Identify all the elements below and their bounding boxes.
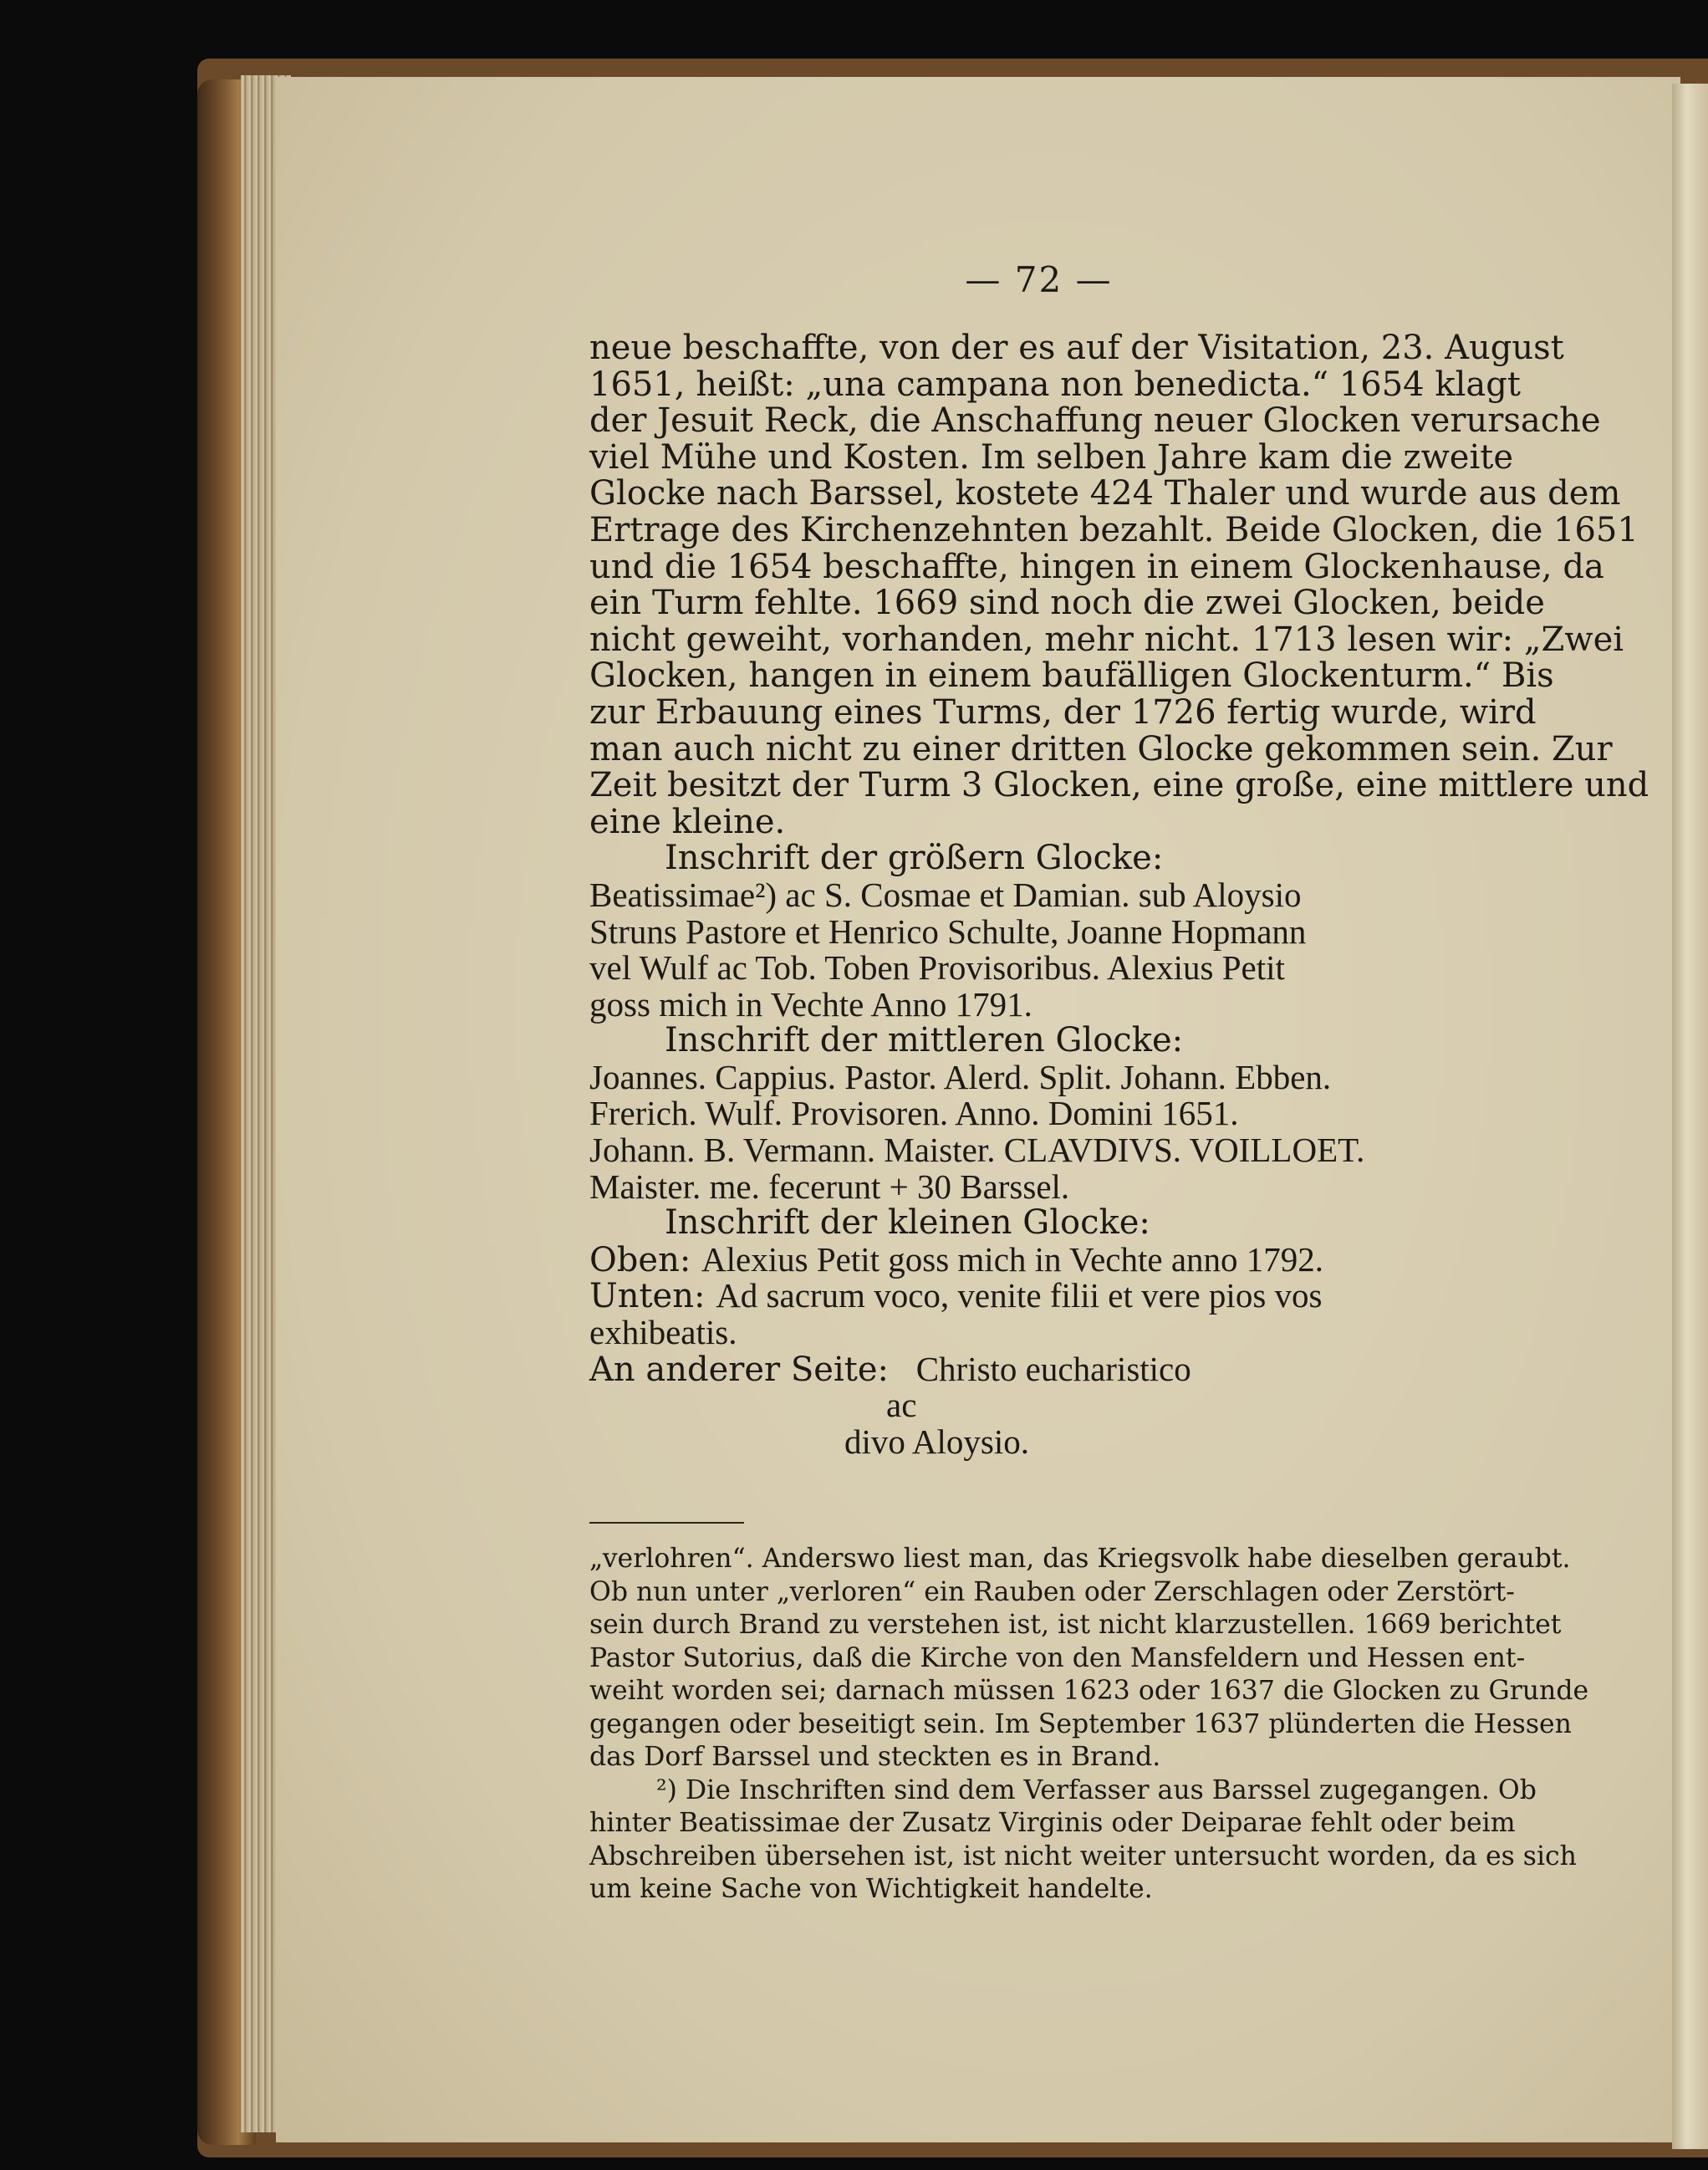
footnote-line: ²) Die Inschriften sind dem Verfasser aus Barssel zugegangen. Ob [656,1774,1537,1805]
body-line: der Jesuit Reck, die Anschaffung neuer Glocken verursache [589,401,1601,441]
footnote-line: um keine Sache von Wichtigkeit handelte. [589,1874,1153,1904]
footnote-line: Ob nun unter „verloren“ ein Rauben oder Zerschlagen oder Zerstört- [589,1576,1515,1607]
footnote-line: hinter Beatissimae der Zusatz Virginis oder Deiparae fehlt oder beim [589,1808,1516,1838]
inscription-line: goss mich in Vechte Anno 1791. [589,984,1032,1024]
footnote-line: Pastor Sutorius, daß die Kirche von den Mansfeldern und Hessen ent- [589,1642,1526,1673]
footnote-line: gegangen oder beseitigt sein. Im September 1637 plünderten die Hessen [589,1708,1572,1739]
body-line: man auch nicht zu einer dritten Glocke gekommen sein. Zur [589,729,1613,768]
footnote-line: „verlohren“. Anderswo liest man, das Kriegsvolk habe dieselben geraubt. [589,1544,1571,1574]
inscription-heading-large: Inschrift der größern Glocke: [665,839,1164,878]
inscription-bottom-label: Unten: [589,1277,706,1316]
inscription-top-label: Oben: [589,1240,691,1279]
inscription-other-side [589,1351,1488,1388]
body-line: und die 1654 beschaffte, hingen in einem Glockenhause, da [589,547,1604,586]
body-line: zur Erbauung eines Turms, der 1726 fertig wurde, wird [589,692,1537,732]
inscription-line: Beatissimae²) ac S. Cosmae et Damian. sub Aloysio [589,875,1302,914]
inscription-top [589,1239,1488,1279]
inscription-line: Frerich. Wulf. Provisoren. Anno. Domini 1651. [589,1094,1239,1133]
body-line: nicht geweiht, vorhanden, mehr nicht. 1713 lesen wir: „Zwei [589,620,1624,659]
other-side-text: divo Aloysio. [844,1422,1029,1461]
body-text [589,329,1649,1461]
body-line: ein Turm fehlte. 1669 sind noch die zwei Glocken, beide [589,584,1545,623]
footnote-line: sein durch Brand zu verstehen ist, ist nicht klarzustellen. 1669 berichtet [589,1610,1562,1640]
body-line: Glocke nach Barssel, kostete 424 Thaler und wurde aus dem [589,474,1621,513]
inscription-heading-small: Inschrift der kleinen Glocke: [665,1203,1150,1243]
footnotes [589,1543,1589,1907]
inscription-bottom [589,1278,1488,1315]
inscription-bottom-text: Ad sacrum voco, venite filii et vere pios vos [716,1276,1323,1315]
inscription-bottom-cont: exhibeatis. [589,1313,737,1352]
inscription-line: Struns Pastore et Henrico Schulte, Joanne Hopmann [589,911,1307,951]
other-side-text: Christo eucharistico [915,1349,1191,1388]
body-line: eine kleine. [589,802,786,841]
page-number: — 72 — [965,259,1113,300]
footnote-rule [589,1522,744,1524]
footnote-line: weiht worden sei; darnach müssen 1623 oder 1637 die Glocken zu Grunde [589,1676,1589,1706]
footnote-line: das Dorf Barssel und steckten es in Brand. [589,1742,1161,1772]
footnote-line: Abschreiben übersehen ist, ist nicht weiter untersucht worden, da es sich [589,1841,1577,1871]
body-line: Zeit besitzt der Turm 3 Glocken, eine große, eine mittlere und [589,766,1649,805]
body-line: 1651, heißt: „una campana non benedicta.“ 1654 klagt [589,365,1521,404]
inscription-line: Maister. me. fecerunt + 30 Barssel. [589,1167,1070,1206]
inscription-line: Johann. B. Vermann. Maister. CLAVDIVS. VOILLOET. [589,1131,1365,1170]
other-side-text: ac [886,1386,917,1425]
body-line: viel Mühe und Kosten. Im selben Jahre kam die zweite [589,437,1514,477]
other-side-label: An anderer Seite: [589,1350,889,1389]
body-line: Ertrage des Kirchenzehnten bezahlt. Beide Glocken, die 1651 [589,510,1639,549]
inscription-heading-middle: Inschrift der mittleren Glocke: [665,1021,1184,1060]
inscription-line: Joannes. Cappius. Pastor. Alerd. Split. Johann. Ebben. [589,1057,1332,1096]
facing-page-edge [1672,84,1708,2149]
inscription-line: vel Wulf ac Tob. Toben Provisoribus. Alexius Petit [589,948,1285,988]
body-line: neue beschaffte, von der es auf der Visitation, 23. August [589,329,1564,367]
inscription-top-text: Alexius Petit goss mich in Vechte anno 1792. [701,1239,1324,1279]
body-line: Glocken, hangen in einem baufälligen Glockenturm.“ Bis [589,656,1554,696]
